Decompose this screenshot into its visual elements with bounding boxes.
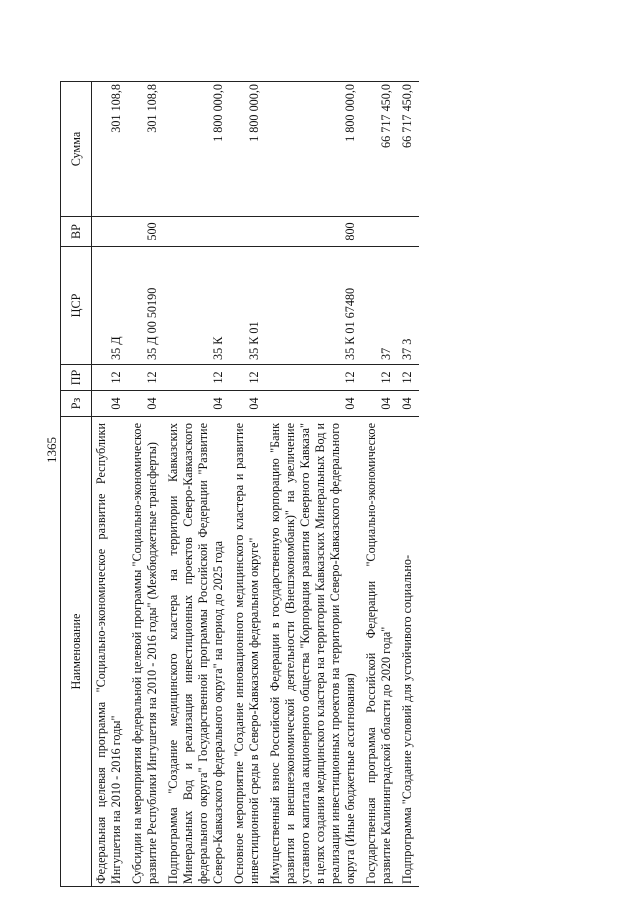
cell-pr: 12 [266, 365, 362, 391]
table-row [230, 82, 266, 887]
cell-name: Подпрограмма "Создание медицинского кластера на территории Кавказских Минеральных Вод и реализация инвестиционных проектов Северо-Кавказского федерального округа" Государственной программы Российской Федерации "Развитие Северо-Кавказского федерального округа" на период до 2025 года [164, 417, 230, 887]
cell-csr: 35 Д [92, 247, 129, 365]
cell-name: Федеральная целевая программа "Социально-экономическое развитие Республики Ингушетия на 2010 - 2016 годы" [92, 417, 129, 887]
table-row [128, 82, 164, 887]
cell-vr [230, 217, 266, 247]
cell-sum: 301 108,8 [128, 82, 164, 217]
cell-pr: 12 [164, 365, 230, 391]
cell-pr: 12 [92, 365, 129, 391]
cell-rz: 04 [128, 391, 164, 417]
cell-name: Подпрограмма "Создание условий для устойчивого социально- [398, 417, 419, 887]
page-number: 1365 [44, 437, 59, 463]
cell-vr [398, 217, 419, 247]
table-row [266, 82, 362, 887]
cell-pr: 12 [362, 365, 398, 391]
header-vr: ВР [61, 217, 92, 247]
header-sum: Сумма [61, 82, 92, 217]
cell-csr: 35 К [164, 247, 230, 365]
table-row [362, 82, 398, 887]
table-row [92, 82, 129, 887]
cell-rz: 04 [230, 391, 266, 417]
cell-sum: 66 717 450,0 [398, 82, 419, 217]
cell-csr: 37 3 [398, 247, 419, 365]
header-pr: ПР [61, 365, 92, 391]
cell-name: Основное мероприятие "Создание инновационного медицинского кластера и развитие инвестиционной среды в Северо-Кавказском федеральном округе" [230, 417, 266, 887]
cell-rz: 04 [164, 391, 230, 417]
table-row [164, 82, 230, 887]
cell-sum: 1 800 000,0 [230, 82, 266, 217]
cell-csr: 35 Д 00 50190 [128, 247, 164, 365]
cell-name: Государственная программа Российской Федерации "Социально-экономическое развитие Калининградской области до 2020 года" [362, 417, 398, 887]
header-rz: Рз [61, 391, 92, 417]
table-row [398, 82, 419, 887]
header-csr: ЦСР [61, 247, 92, 365]
cell-csr: 35 К 01 67480 [266, 247, 362, 365]
cell-name: Имущественный взнос Российской Федерации в государственную корпорацию "Банк развития и внешнеэкономической деятельности (Внешэкономбанк)" на увеличение уставного капитала акционерного общества "Корпорация развития Северного Кавказа" в целях создания медицинского кластера на территории Кавказских Минеральных Вод и реализации инвестиционных проектов на территории Северо-Кавказского федерального округа (Иные бюджетные ассигнования) [266, 417, 362, 887]
cell-pr: 12 [398, 365, 419, 391]
cell-vr [164, 217, 230, 247]
table-header-row [61, 82, 92, 887]
cell-rz: 04 [398, 391, 419, 417]
cell-csr: 35 К 01 [230, 247, 266, 365]
cell-sum: 301 108,8 [92, 82, 129, 217]
cell-sum: 1 800 000,0 [164, 82, 230, 217]
cell-sum: 66 717 450,0 [362, 82, 398, 217]
cell-vr [92, 217, 129, 247]
header-name: Наименование [61, 417, 92, 887]
cell-rz: 04 [266, 391, 362, 417]
cell-vr: 500 [128, 217, 164, 247]
cell-vr [362, 217, 398, 247]
cell-name: Субсидии на мероприятия федеральной целевой программы "Социально-экономическое развитие Республики Ингушетия на 2010 - 2016 годы" (Межбюджетные трансферты) [128, 417, 164, 887]
budget-table [60, 81, 419, 887]
cell-pr: 12 [230, 365, 266, 391]
cell-sum: 1 800 000,0 [266, 82, 362, 217]
cell-csr: 37 [362, 247, 398, 365]
cell-rz: 04 [92, 391, 129, 417]
cell-rz: 04 [362, 391, 398, 417]
cell-pr: 12 [128, 365, 164, 391]
cell-vr: 800 [266, 217, 362, 247]
